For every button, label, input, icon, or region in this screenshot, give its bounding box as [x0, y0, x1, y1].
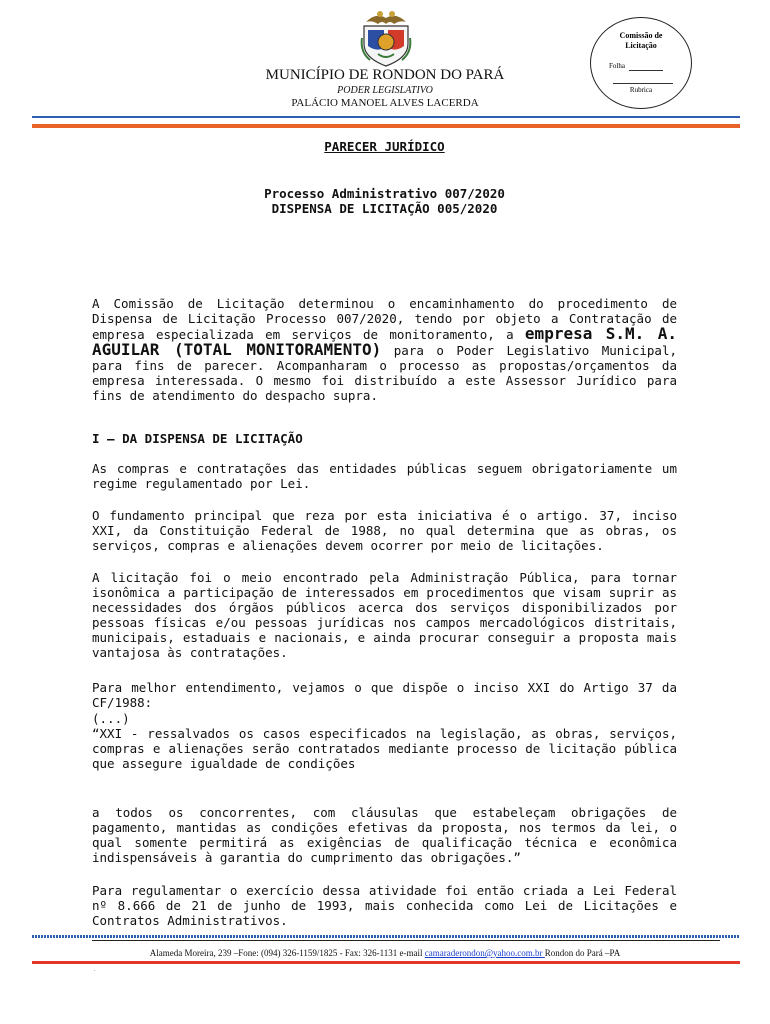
stamp-rubrica-line — [613, 83, 673, 84]
intro-text-b: para o Poder Legislativo Municipal, para fins de parecer. Acompanharam o processo as propostas/orçamentos da empresa interessada. O mesmo foi distribuído a este Assessor Jurídico para fins de atendimento do despacho supra. — [92, 343, 677, 403]
stamp-folha-label: Folha — [609, 62, 625, 70]
footer-divider — [92, 940, 720, 941]
paragraph-1: As compras e contratações das entidades públicas seguem obrigatoriamente um regime regulamentado por Lei. — [92, 461, 677, 491]
footer-city: Rondon do Pará –PA — [544, 948, 621, 958]
header-orange-rule — [32, 124, 740, 128]
paragraph-4: Para melhor entendimento, vejamos o que dispõe o inciso XXI do Artigo 37 da CF/1988: — [92, 680, 677, 710]
coat-of-arms-icon — [360, 8, 412, 68]
process-number: Processo Administrativo 007/2020 — [264, 186, 505, 201]
dispensation-number: DISPENSA DE LICITAÇÃO 005/2020 — [271, 201, 498, 216]
quote-part-1: “XXI - ressalvados os casos especificados na legislação, as obras, serviços, compras e alienações serão contratados mediante processo de licitação pública que assegure igualdade de condições — [92, 726, 677, 771]
paragraph-3: A licitação foi o meio encontrado pela Administração Pública, para tornar isonômica a participação de interessados em procedimentos que visam suprir as necessidades dos órgãos públicos acerca dos serviços disponibilizados por pessoas físicas e/ou pessoas jurídicas nos campos mercadológicos distritais, municipais, estaduais e nacionais, e ainda procurar conseguir a proposta mais vantajosa às contratações. — [92, 570, 677, 660]
stamp-rubrica-label: Rubrica — [629, 86, 653, 94]
paragraph-5: Para regulamentar o exercício dessa atividade foi então criada a Lei Federal nº 8.666 de 21 de junho de 1993, mais conhecida como Lei de Licitações e Contratos Administrativos. — [92, 883, 677, 928]
footer-dot: . — [94, 967, 96, 973]
quote-part-2: a todos os concorrentes, com cláusulas que estabeleçam obrigações de pagamento, mantidas as condições efetivas da proposta, nos termos da lei, o qual somente permitirá as exigências de qualificação técnica e econômica indispensáveis à garantia do cumprimento das obrigações.” — [92, 805, 677, 865]
paragraph-2: O fundamento principal que reza por esta iniciativa é o artigo. 37, inciso XXI, da Constituição Federal de 1988, no qual determina que as obras, os serviços, compras e alienações devem ocorrer por meio de licitações. — [92, 508, 677, 553]
stamp-title: Comissão de Licitação — [619, 31, 663, 50]
footer-contact — [0, 948, 770, 958]
palace-name: PALÁCIO MANOEL ALVES LACERDA — [291, 97, 479, 109]
intro-text-a: A Comissão de Licitação determinou o encaminhamento do procedimento de Dispensa de Licitação Processo 007/2020, tendo por objeto a Contratação de empresa especializada em serviços de monitoramento, a — [92, 296, 677, 342]
footer-address: Alameda Moreira, 239 –Fone: (094) 326-1159/1825 - Fax: 326-1131 e-mail — [149, 948, 425, 958]
header-blue-rule — [32, 116, 740, 118]
municipality-name: MUNICÍPIO DE RONDON DO PARÁ — [265, 67, 505, 83]
stamp-folha-line — [629, 70, 663, 71]
section-heading: I – DA DISPENSA DE LICITAÇÃO — [92, 431, 303, 446]
branch-name: PODER LEGISLATIVO — [337, 85, 433, 96]
document-title: PARECER JURÍDICO — [324, 139, 445, 154]
commission-stamp — [590, 17, 692, 109]
footer-email-link[interactable]: camaraderondon@yahoo.com.br — [424, 948, 545, 958]
company-name: empresa S.M. A. AGUILAR (TOTAL MONITORAMENTO) — [92, 324, 677, 359]
footer-blue-rule — [32, 935, 740, 938]
ellipsis: (...) — [92, 711, 130, 726]
footer-red-rule — [32, 961, 740, 964]
intro-paragraph — [92, 296, 677, 403]
